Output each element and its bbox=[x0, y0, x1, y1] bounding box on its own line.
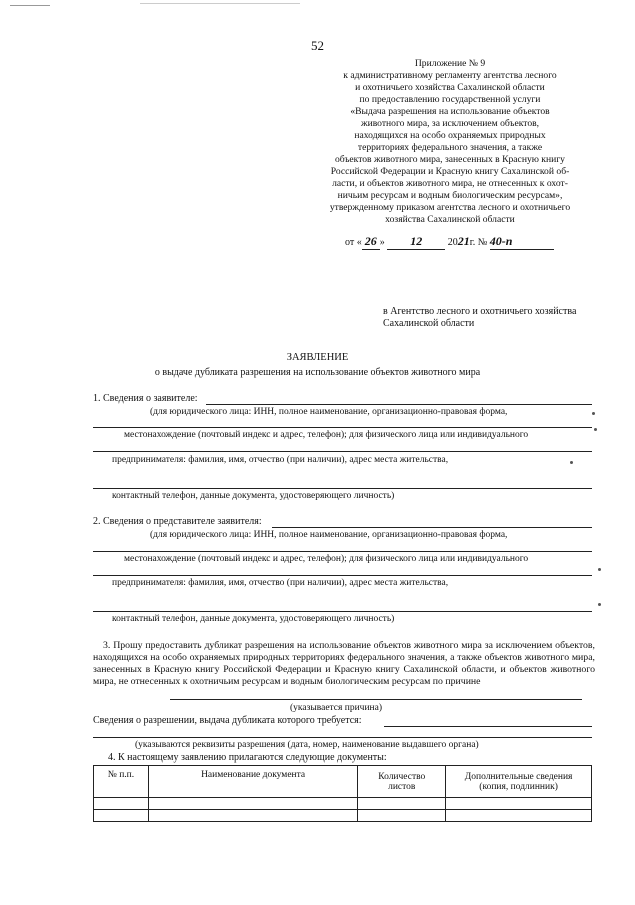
scan-artifact bbox=[594, 428, 597, 431]
representative-field-line-3[interactable] bbox=[93, 575, 592, 576]
table-cell[interactable] bbox=[446, 810, 592, 822]
reason-field-line[interactable] bbox=[170, 699, 582, 700]
order-date-line bbox=[345, 234, 554, 250]
table-header-row bbox=[94, 766, 592, 798]
section1-hint: местонахождение (почтовый индекс и адрес, телефон); для физического лица или индивидуального bbox=[124, 430, 529, 440]
column-header: № п.п. bbox=[94, 766, 149, 798]
addressee-line: в Агентство лесного и охотничьего хозяйства bbox=[383, 306, 577, 317]
section2-hint: местонахождение (почтовый индекс и адрес, телефон); для физического лица или индивидуального bbox=[124, 554, 529, 564]
date-year-handwritten: 21 bbox=[457, 234, 470, 248]
table-row bbox=[94, 810, 592, 822]
permit-field-line-1[interactable] bbox=[384, 726, 592, 727]
applicant-field-line-2[interactable] bbox=[93, 427, 592, 428]
appendix-line: к административному регламенту агентства лесного bbox=[343, 70, 557, 81]
permit-hint: (указываются реквизиты разрешения (дата, номер, наименование выдавшего органа) bbox=[135, 740, 479, 750]
table-cell[interactable] bbox=[94, 810, 149, 822]
appendix-line: находящихся на особо охраняемых природных bbox=[354, 130, 546, 141]
appendix-line: и охотничьего хозяйства Сахалинской области bbox=[355, 82, 545, 93]
reason-hint: (указывается причина) bbox=[290, 703, 383, 713]
applicant-field-line-4[interactable] bbox=[93, 488, 592, 489]
section3-text: 3. Прошу предоставить дубликат разрешения на использование объектов животного мира за исключением объектов, находящихся на особо охраняемых природных территориях федерального значения, а также объектов животного мира, занесенных в Красную книгу Российской Федерации и Красную книгу Сахалинской области, и объектов животного мира, не отнесенных к охотничьим ресурсам и водным биологическим ресурсам по причине bbox=[93, 640, 595, 687]
table-cell[interactable] bbox=[446, 798, 592, 810]
date-month-handwritten: 12 bbox=[387, 234, 445, 250]
column-header: Наименование документа bbox=[148, 766, 357, 798]
section2-hint: контактный телефон, данные документа, удостоверяющего личность) bbox=[112, 614, 395, 624]
scan-artifact bbox=[598, 603, 601, 606]
table-cell[interactable] bbox=[358, 810, 446, 822]
section1-label: 1. Сведения о заявителе: bbox=[93, 393, 198, 404]
table-row bbox=[94, 798, 592, 810]
column-header: Количество листов bbox=[358, 766, 446, 798]
date-prefix: от « bbox=[345, 237, 362, 248]
appendix-line: ласти, и объектов животного мира, не отнесенных к охот- bbox=[332, 178, 568, 189]
appendix-line: животного мира, за исключением объектов, bbox=[360, 118, 540, 129]
document-subtitle: о выдаче дубликата разрешения на использование объектов животного мира bbox=[154, 367, 481, 378]
scan-artifact bbox=[140, 3, 300, 4]
table-cell[interactable] bbox=[148, 810, 357, 822]
scan-artifact bbox=[570, 461, 573, 464]
section1-hint: контактный телефон, данные документа, удостоверяющего личность) bbox=[112, 491, 395, 501]
appendix-line: территориях федерального значения, а также bbox=[357, 142, 543, 153]
section2-label: 2. Сведения о представителе заявителя: bbox=[93, 516, 262, 527]
section2-hint: предпринимателя: фамилия, имя, отчество (при наличии), адрес места жительства, bbox=[112, 578, 449, 588]
date-day-handwritten: 26 bbox=[362, 234, 380, 250]
representative-field-line-1[interactable] bbox=[272, 527, 592, 528]
representative-field-line-4[interactable] bbox=[93, 611, 592, 612]
page-number: 52 bbox=[311, 38, 324, 53]
addressee-line: Сахалинской области bbox=[383, 318, 475, 329]
table-cell[interactable] bbox=[358, 798, 446, 810]
column-header: Дополнительные сведения (копия, подлинник) bbox=[446, 766, 592, 798]
representative-field-line-2[interactable] bbox=[93, 551, 592, 552]
section2-hint: (для юридического лица: ИНН, полное наименование, организационно-правовая форма, bbox=[150, 530, 508, 540]
addressee bbox=[383, 306, 613, 330]
section4-label: 4. К настоящему заявлению прилагаются следующие документы: bbox=[108, 752, 387, 763]
appendix-line: ничьим ресурсам и водным биологическим ресурсам», bbox=[337, 190, 563, 201]
section3-request bbox=[93, 640, 595, 688]
applicant-field-line-3[interactable] bbox=[93, 451, 592, 452]
appendix-line: хозяйства Сахалинской области bbox=[385, 214, 515, 225]
scan-artifact bbox=[10, 5, 50, 6]
section1-hint: (для юридического лица: ИНН, полное наименование, организационно-правовая форма, bbox=[150, 407, 508, 417]
permit-label: Сведения о разрешении, выдача дубликата которого требуется: bbox=[93, 715, 362, 726]
appendix-line: Приложение № 9 bbox=[414, 58, 486, 69]
appendix-line: Российской Федерации и Красную книгу Сахалинской об- bbox=[330, 166, 570, 177]
appendix-line: «Выдача разрешения на использование объектов bbox=[350, 106, 550, 117]
appendix-line: объектов животного мира, занесенных в Красную книгу bbox=[335, 154, 565, 165]
appendix-line: по предоставлению государственной услуги bbox=[359, 94, 541, 105]
date-sep: » bbox=[379, 237, 385, 248]
appendix-header bbox=[300, 58, 600, 226]
order-number-handwritten: 40-п bbox=[490, 234, 554, 250]
table-cell[interactable] bbox=[94, 798, 149, 810]
applicant-field-line-1[interactable] bbox=[206, 404, 592, 405]
date-year-suffix: г. № bbox=[469, 237, 488, 248]
table-cell[interactable] bbox=[148, 798, 357, 810]
date-year-prefix: 20 bbox=[447, 237, 458, 248]
scan-artifact bbox=[592, 412, 595, 415]
section1-hint: предпринимателя: фамилия, имя, отчество (при наличии), адрес места жительства, bbox=[112, 455, 449, 465]
document-title: ЗАЯВЛЕНИЕ bbox=[286, 352, 349, 363]
attachments-table bbox=[93, 765, 592, 822]
scan-artifact bbox=[598, 568, 601, 571]
appendix-line: утвержденному приказом агентства лесного и охотничьего bbox=[329, 202, 571, 213]
permit-field-line-2[interactable] bbox=[93, 737, 592, 738]
